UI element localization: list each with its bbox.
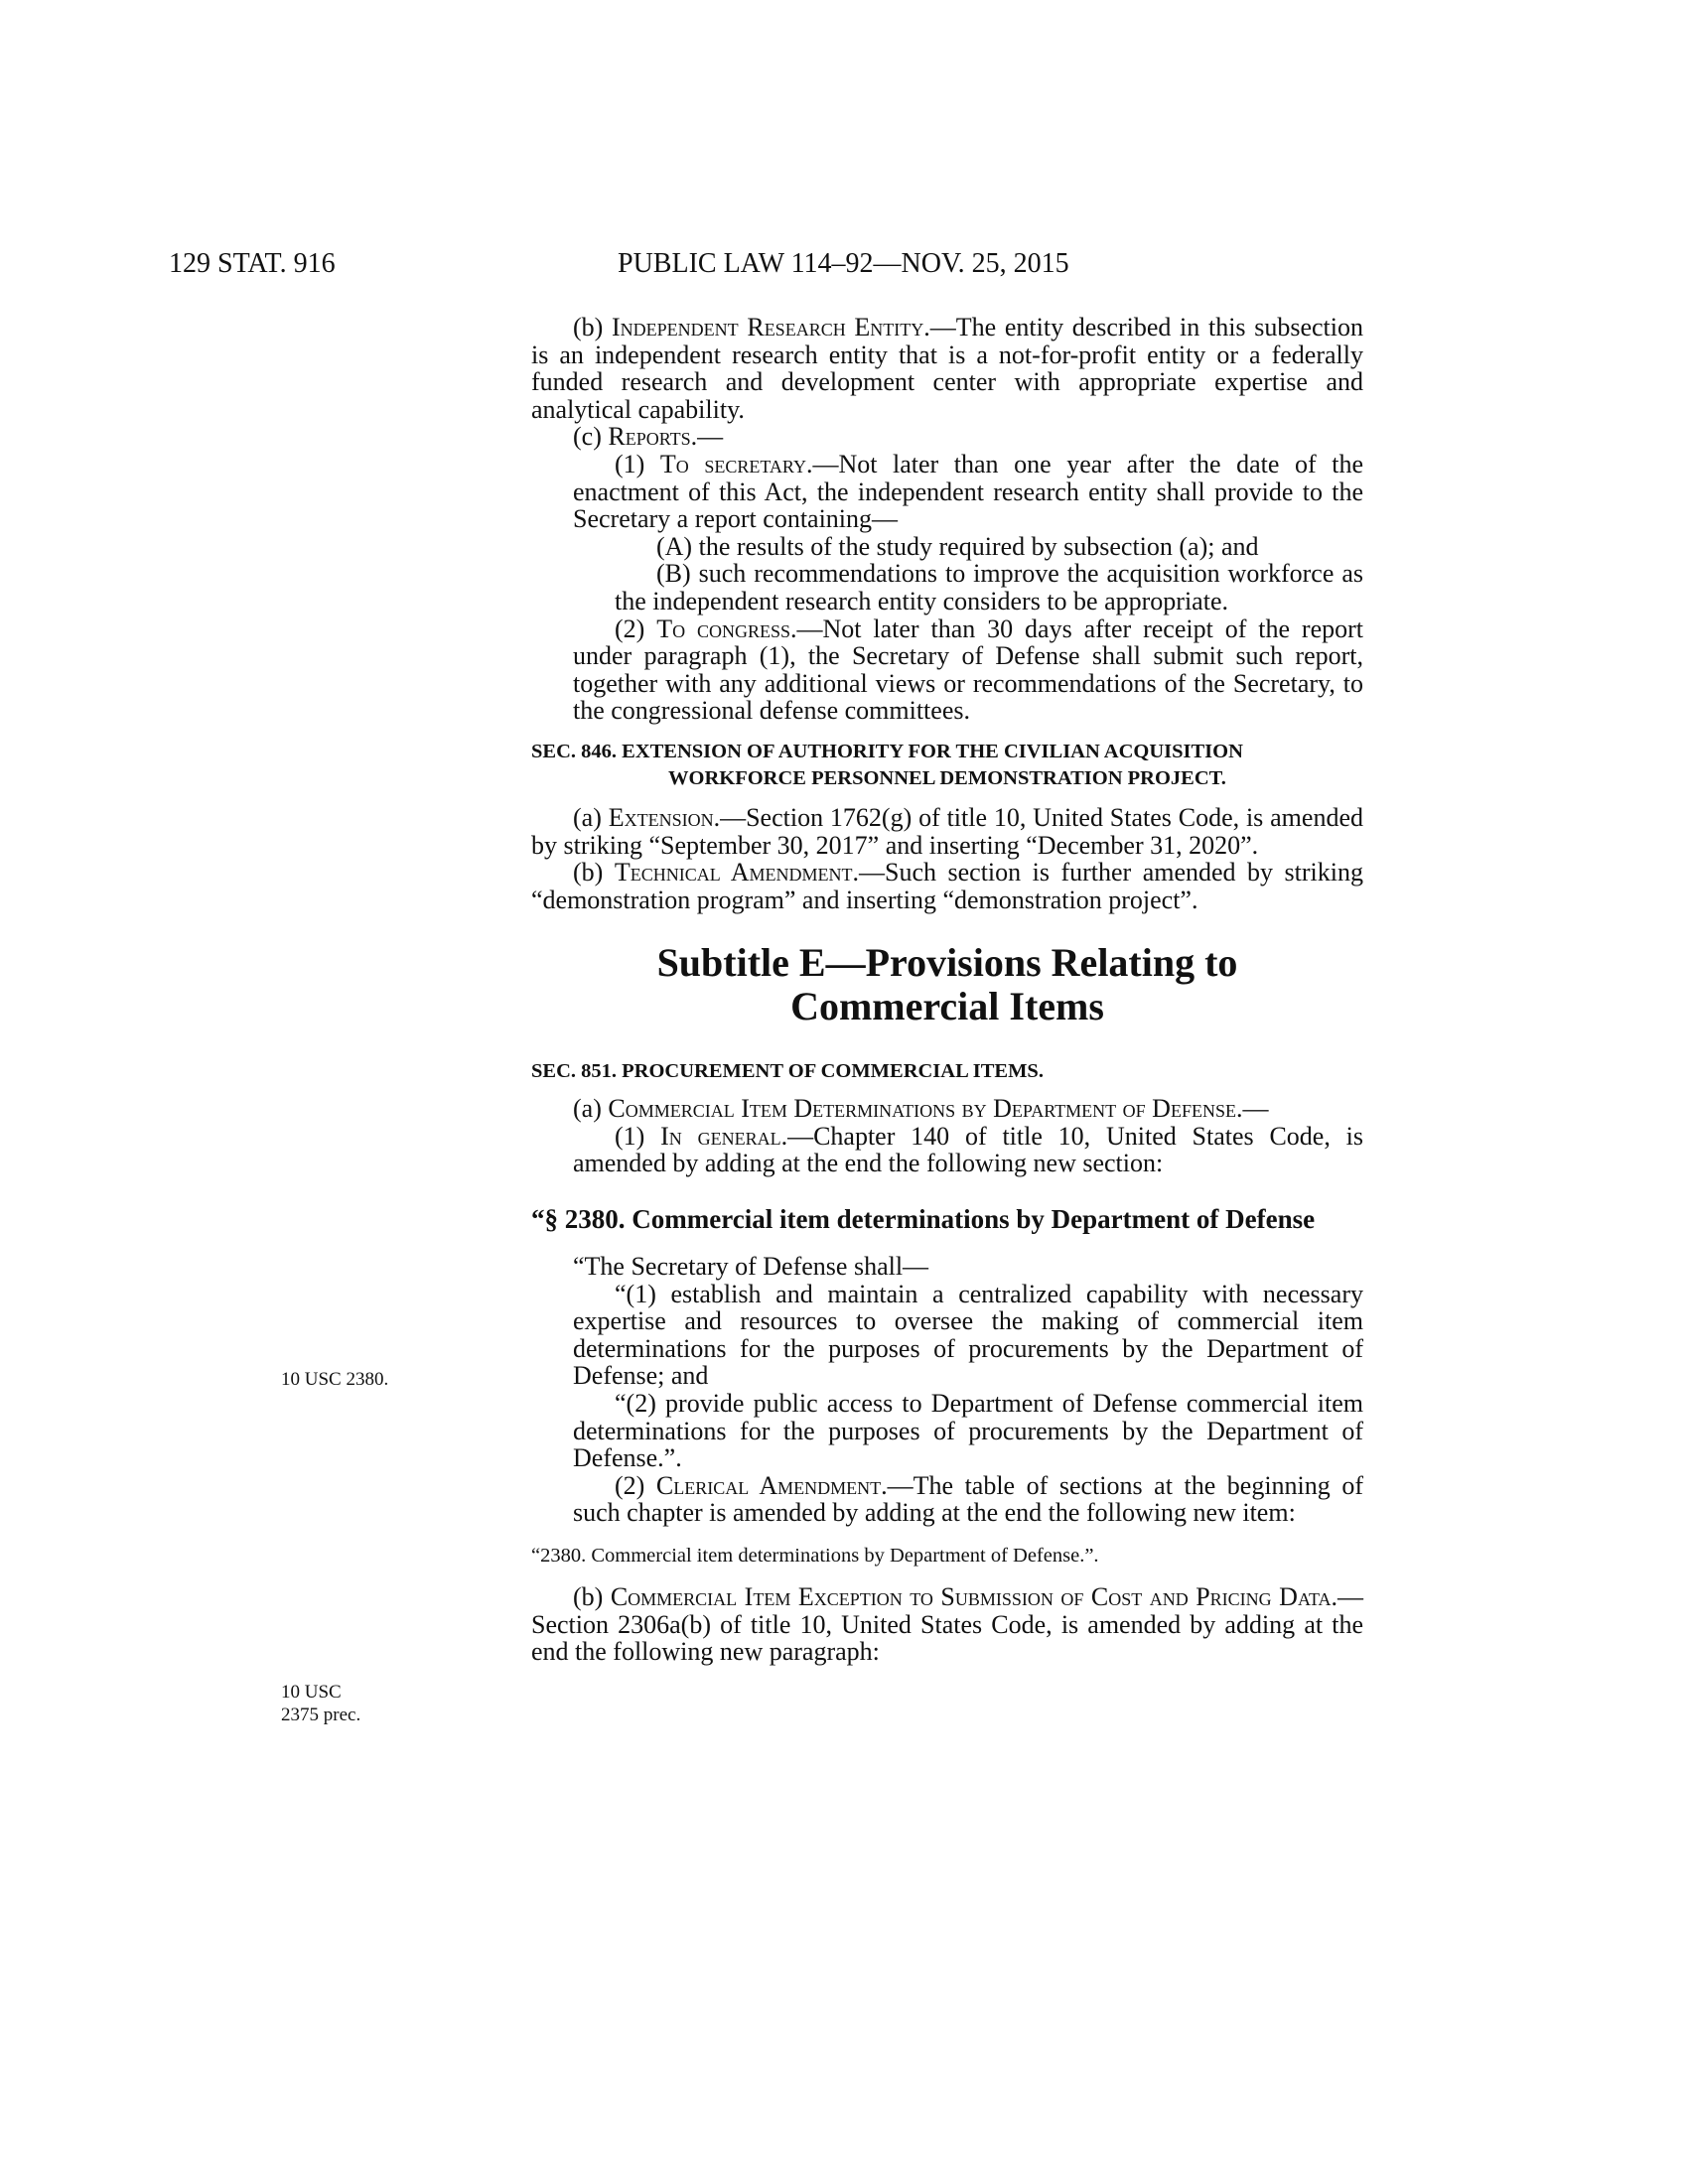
paragraph-c-reports: (c) Reports.— — [573, 422, 724, 452]
paragraph-c1-b: (B) such recommendations to improve the acquisition workforce as the independent research entity considers to be appropriate. — [615, 559, 1363, 615]
paragraph-c2-to-congress: (2) To congress.—Not later than 30 days after receipt of the report under paragraph (1), the Secretary of Defense shall submit such report, together with any additional views or recommendations of the Secretary, to the congressional defense committees. — [573, 614, 1363, 726]
margin-note-10-usc-2380: 10 USC 2380. — [281, 1369, 389, 1390]
paragraph-c1-to-secretary: (1) To secretary.—Not later than one year after the date of the enactment of this Act, the independent research entity shall provide to the Secretary a report containing— — [573, 449, 1363, 534]
text-846-a: Section 1762(g) of title 10, United States Code, is amended by striking “September 30, 2017” and inserting “December 31, 2020”. — [531, 802, 1363, 860]
paragraph-851-a2-clerical-amendment: (2) Clerical Amendment.—The table of sections at the beginning of such chapter is amended by adding at the end the following new item: — [573, 1470, 1363, 1528]
text-851-b: Section 2306a(b) of title 10, United States Code, is amended by adding at the end the following new paragraph: — [531, 1609, 1363, 1667]
section-2380-paragraph-1: “(1) establish and maintain a centralized capability with necessary expertise and resources to oversee the making of commercial item determinations for the purposes of procurements by the Department of Defense; and — [573, 1279, 1363, 1391]
text-846-b: Such section is further amended by striking “demonstration program” and inserting “demonstration project”. — [531, 858, 1363, 914]
heading-851-a: Commercial Item Determinations by Department of Defense — [608, 1094, 1236, 1124]
paragraph-851-b: (b) Commercial Item Exception to Submission of Cost and Pricing Data.—Section 2306a(b) of title 10, United States Code, is amended by adding at the end the following new paragraph: — [531, 1582, 1363, 1667]
heading-c2: To congress — [656, 614, 791, 643]
subtitle-e-line-1: Subtitle E—Provisions Relating to — [656, 940, 1238, 986]
paragraph-846-b-technical-amendment: (b) Technical Amendment.—Such section is further amended by striking “demonstration program” and inserting “demonstration project”. — [531, 858, 1363, 914]
table-of-sections-item: “2380. Commercial item determinations by Department of Defense.”. — [531, 1545, 1099, 1567]
section-2380-paragraph-2: “(2) provide public access to Department of Defense commercial item determinations for the purposes of procurements by the Department of Defense.”. — [573, 1389, 1363, 1473]
running-header — [0, 248, 1688, 288]
heading-c1: To secretary — [659, 449, 806, 478]
margin-note-10-usc-2375: 10 USC 2375 prec. — [281, 1682, 361, 1725]
text-851-a2: The table of sections at the beginning of such chapter is amended by adding at the end the following new item: — [573, 1470, 1363, 1528]
subtitle-e-line-2: Commercial Items — [790, 984, 1104, 1029]
paragraph-851-a1-in-general: (1) In general.—Chapter 140 of title 10, United States Code, is amended by adding at the end the following new section: — [573, 1121, 1363, 1178]
heading-846-b: Technical Amendment — [614, 858, 853, 887]
statute-page-number: 129 STAT. 916 — [169, 248, 336, 279]
text-c1: Not later than one year after the date of the enactment of this Act, the independent research entity shall provide to the Secretary a report containing— — [573, 449, 1363, 534]
heading-846-a: Extension — [608, 802, 714, 832]
document-body — [531, 314, 1363, 1666]
heading-851-a2: Clerical Amendment — [655, 1470, 882, 1500]
section-851-heading: SEC. 851. PROCUREMENT OF COMMERCIAL ITEMS. — [531, 1060, 1044, 1083]
subtitle-e-heading — [531, 941, 1363, 1028]
heading-851-a1: In general — [660, 1121, 781, 1151]
section-2380-intro: “The Secretary of Defense shall— — [573, 1252, 929, 1282]
public-law-citation: PUBLIC LAW 114–92—NOV. 25, 2015 — [618, 248, 1069, 279]
text-b: The entity described in this subsection is an independent research entity that is a not-for-profit entity or a federally funded research and development center with appropriate expertise and analytical capability. — [531, 313, 1363, 424]
paragraph-b-independent-research-entity: (b) Independent Research Entity.—The entity described in this subsection is an independent research entity that is a not-for-profit entity or a federally funded research and development center with appropriate expertise and analytical capability. — [531, 313, 1363, 424]
paragraph-851-a: (a) Commercial Item Determinations by Department of Defense.— — [573, 1094, 1269, 1124]
text-c2: Not later than 30 days after receipt of the report under paragraph (1), the Secretary of Defense shall submit such report, together with any additional views or recommendations of the Secretary, to the congressional defense committees. — [573, 614, 1363, 726]
paragraph-846-a-extension: (a) Extension.—Section 1762(g) of title 10, United States Code, is amended by striking “September 30, 2017” and inserting “December 31, 2020”. — [531, 802, 1363, 860]
section-2380-heading: “§ 2380. Commercial item determinations by Department of Defense — [531, 1204, 1316, 1235]
text-851-a1: Chapter 140 of title 10, United States Code, is amended by adding at the end the following new section: — [573, 1121, 1363, 1178]
paragraph-c1-a: (A) the results of the study required by subsection (a); and — [656, 531, 1259, 561]
section-846-heading: SEC. 846. EXTENSION OF AUTHORITY FOR THE CIVILIAN ACQUISITION WORKFORCE PERSONNEL DEMONSTRATION PROJECT. — [531, 740, 1243, 789]
heading-c: Reports — [608, 422, 691, 452]
heading-b: Independent Research Entity — [612, 313, 924, 341]
heading-851-b: Commercial Item Exception to Submission of Cost and Pricing Data — [610, 1582, 1332, 1611]
